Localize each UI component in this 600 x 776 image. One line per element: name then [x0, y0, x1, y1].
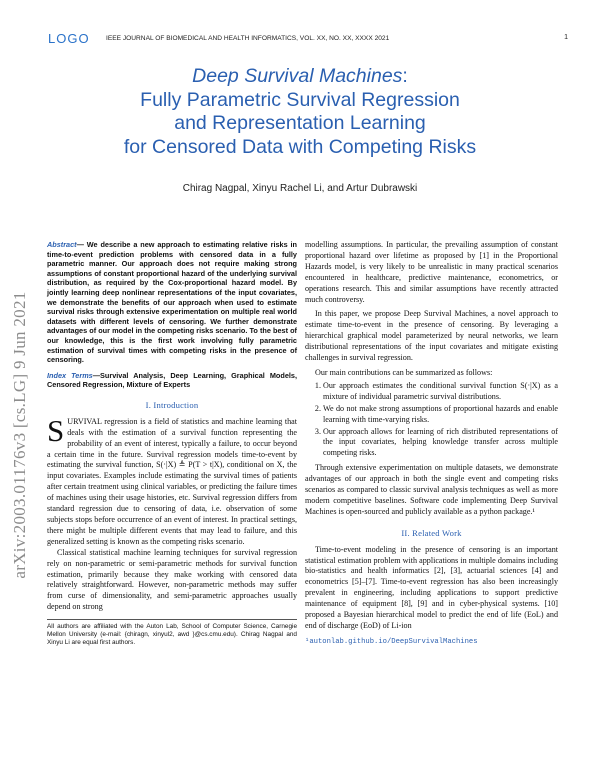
drop-cap: S — [47, 412, 65, 448]
section-heading-related-work: II. Related Work — [401, 527, 462, 538]
index-terms-label: Index Terms — [47, 370, 93, 380]
right-paragraph-3: Our main contributions can be summarized as follows: — [315, 367, 493, 377]
arxiv-stamp — [2, 215, 38, 655]
arxiv-stamp-text: arXiv:2003.01176v3 [cs.LG] 9 Jun 2021 — [10, 291, 29, 579]
intro-paragraph-1 — [47, 412, 297, 548]
package-url-footnote[interactable]: ¹autonlab.github.io/DeepSurvivalMachines — [305, 637, 478, 646]
contribution-item: 2. We do not make strong assumptions of proportional hazards and enable learning with time-varying risks. — [323, 404, 558, 426]
related-work-paragraph: Time-to-event modeling in the presence of censoring is an important statistical estimation problem with applications in multiple domains including bio-statistics and health informatics [2], [3], actuarial sciences [4] and econometrics [5]–[7]. Time-to-event regression has also been increasingly prevalent in engineering, including applications to support predictive maintenance of equipment [8], [9] and in cyber-physical systems. [10] proposed a Bayesian hierarchical model to predict the end of life (EoL) and end of discharge (EoD) of Li-ion — [305, 544, 558, 630]
right-paragraph-4: Through extensive experimentation on multiple datasets, we demonstrate advantages of our approach in both the single event and competing risks scenarios as compared to classic survival analysis techniques as well as more modern competitive baselines. Software code implementing Deep Survival Machines is open-sourced and publicly available as a python package.¹ — [305, 463, 558, 516]
abstract-text: — We describe a new approach to estimating relative risks in time-to-event prediction problems with censored data in a fully parametric manner. Our approach does not require making strong assumptions of constant proportional hazard of the underlying survival distribution, as required by the Cox-proportional hazard model. By jointly learning deep nonlinear representations of the input covariates, we demonstrate the benefits of our approach when used to estimate survival risks through extensive experimentation on multiple real world datasets with different levels of censoring. We further demonstrate advantages of our model in the competing risks scenario. To the best of our knowledge, this is the first work involving fully parametric estimation of survival times with competing risks in the presence of censoring. — [47, 240, 297, 365]
contribution-item: 1. Our approach estimates the conditional survival function S(·|X) as a mixture of individual parametric survival distributions. — [323, 381, 558, 403]
journal-name: IEEE JOURNAL OF BIOMEDICAL AND HEALTH INFORMATICS, VOL. XX, NO. XX, XXXX 2021 — [106, 35, 390, 42]
left-column — [47, 240, 297, 647]
journal-logo: LOGO — [48, 31, 90, 46]
title-line-2: Fully Parametric Survival Regression — [140, 88, 460, 111]
author-affiliation-footnote: All authors are affiliated with the Auton Lab, School of Computer Science, Carnegie Mellon University (e-mail: {chiragn, xinyul2, awd }@cs.cmu.edu). Chirag Nagpal and Xinyu Li are equal first authors. — [47, 619, 297, 647]
intro-paragraph-2: Classical statistical machine learning techniques for survival regression rely on non-parametric or semi-parametric methods for survival function estimation, primarily because they make working with censored data relatively straightforward. However, non-parametric methods may suffer from curse of dimensionality, and semi-parametric approaches usually depend on strong — [47, 547, 297, 612]
title-method-name: Deep Survival Machines — [192, 65, 403, 87]
title-line-3: and Representation Learning — [174, 112, 426, 134]
right-column — [305, 240, 558, 648]
section-heading-introduction: I. Introduction — [145, 399, 199, 410]
abstract — [47, 240, 297, 365]
page-number: 1 — [564, 34, 568, 41]
title-colon: : — [402, 65, 408, 87]
right-paragraph-2: In this paper, we propose Deep Survival Machines, a novel approach to estimate time-to-event in the presence of censoring. By leveraging a hierarchical graphical model parameterized by neural networks, we learn distributional representations of the input covariates and mitigate existing challenges in survival regression. — [305, 309, 558, 363]
contributions-list — [305, 381, 558, 459]
intro-paragraph-1-text: URVIVAL regression is a field of statistics and machine learning that deals with the estimation of a survival function representing the probability of an event of interest, typically a failure, to occur beyond a certain time in the future. Survival regression models time-to-event by estimating the survival function, S(·|X) ≜ P(T > t|X), conditional on X, the input covariates. Examples include estimating the survival times of patients after certain treatment using clinical variables, or predicting the failure times of machines using their usage histories, etc. Survival regression differs from standard regression due to censoring of data, i.e. observation of some subjects stops before occurrence of an event of interest. In practical settings, there might be multiple different events that may lead to failure, and this generalized setting is known as the competing risks scenario. — [47, 416, 297, 546]
paper-title — [60, 65, 540, 159]
title-line-4: for Censored Data with Competing Risks — [123, 135, 477, 158]
index-terms — [47, 371, 297, 390]
contribution-item: 3. Our approach allows for learning of rich distributed representations of the input covariates, helping knowledge transfer across multiple competing risks. — [323, 427, 558, 460]
author-list: Chirag Nagpal, Xinyu Rachel Li, and Artur Dubrawski — [182, 183, 418, 194]
right-paragraph-1: modelling assumptions. In particular, the prevailing assumption of constant proportional hazard over lifetime as proposed by [1] in the Proportional Hazards model, is very likely to be unrealistic in many practical scenarios encountered in healthcare, predictive maintenance, econometrics, or operations research. This and similar assumptions have recently attracted much controversy. — [305, 240, 558, 304]
index-terms-text: —Survival Analysis, Deep Learning, Graphical Models, Censored Regression, Mixture of Experts — [47, 370, 297, 390]
page-header — [48, 31, 568, 48]
abstract-label: Abstract — [47, 240, 77, 249]
